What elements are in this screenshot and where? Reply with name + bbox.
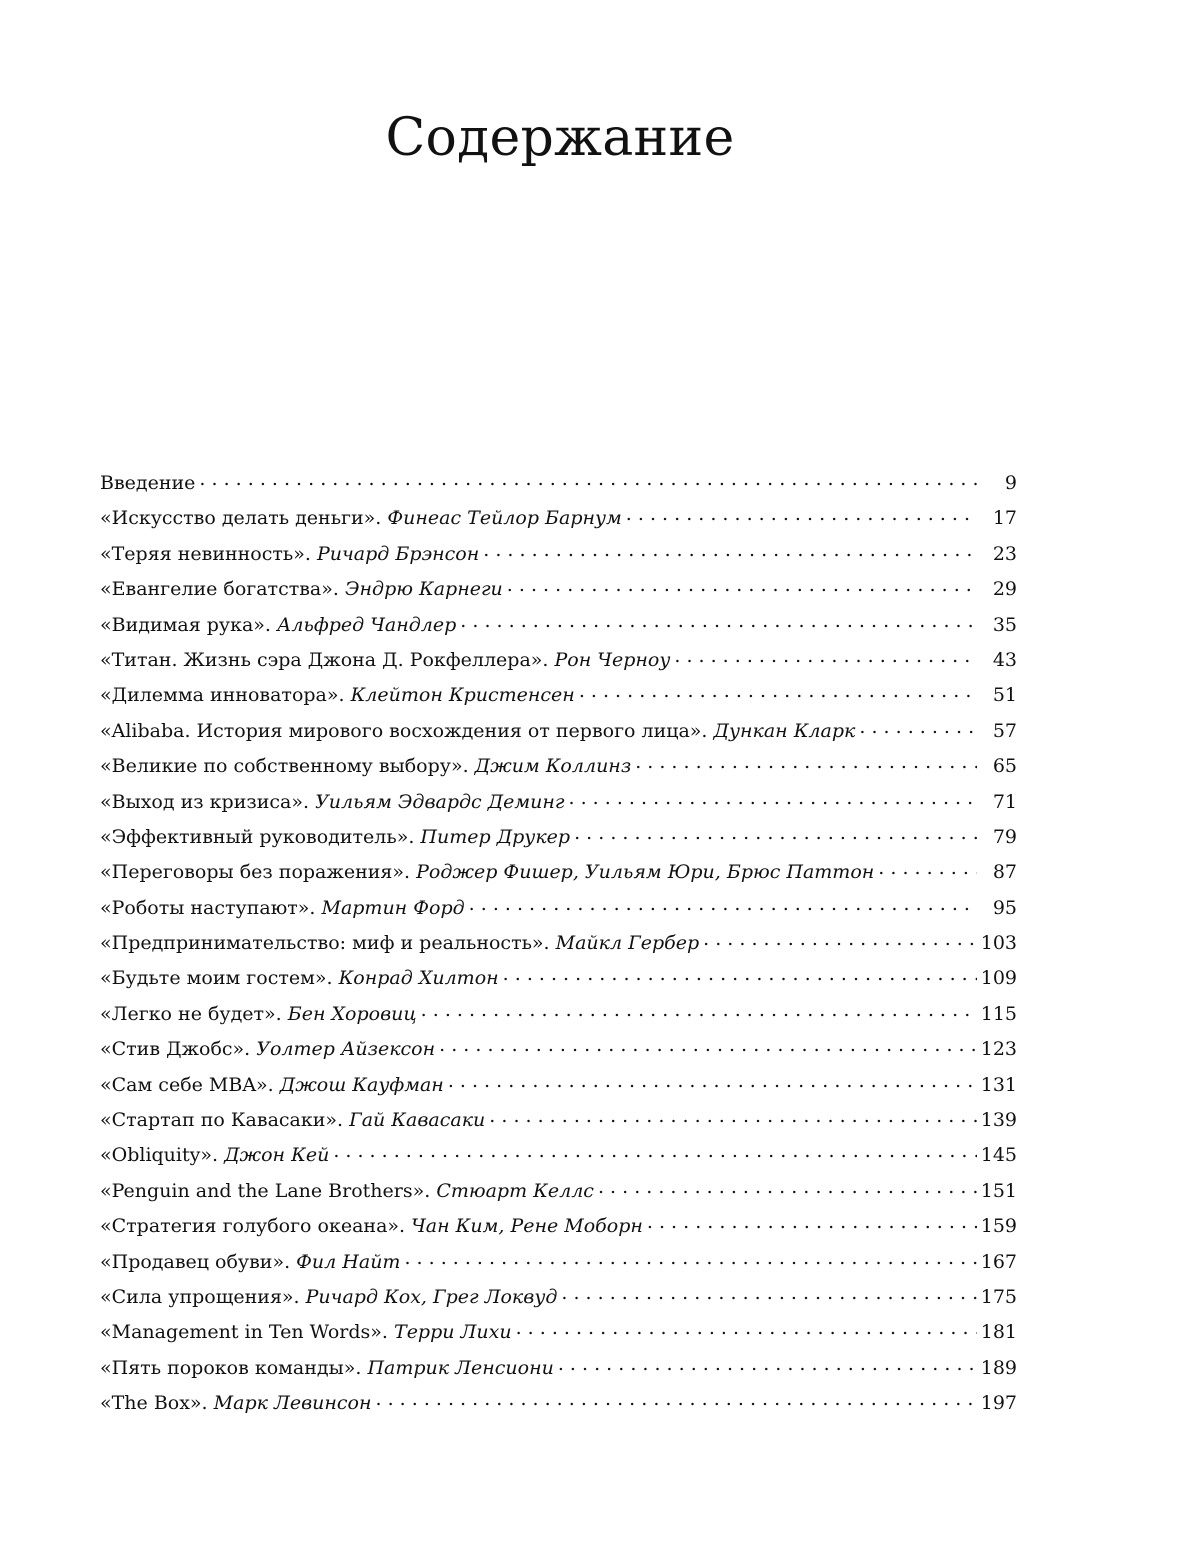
toc-entry bbox=[100, 466, 1017, 501]
dot-leader bbox=[574, 823, 977, 843]
entry-author: Ричард Кох, Грег Локвуд bbox=[305, 1285, 558, 1308]
entry-author: Уильям Эдвардс Деминг bbox=[315, 790, 565, 813]
page-number: 23 bbox=[992, 542, 1017, 565]
dot-leader bbox=[376, 1389, 977, 1409]
page-number: 189 bbox=[980, 1356, 1017, 1379]
page-number: 103 bbox=[980, 932, 1017, 955]
entry-text bbox=[100, 1068, 444, 1103]
entry-author: Рон Черноу bbox=[554, 648, 671, 671]
toc-entry bbox=[100, 643, 1017, 678]
dot-leader bbox=[469, 894, 977, 914]
entry-text bbox=[100, 537, 479, 572]
entry-author: Альфред Чандлер bbox=[277, 613, 457, 636]
entry-book-title: «Эффективный руководитель». bbox=[100, 825, 415, 848]
entry-text bbox=[100, 1386, 372, 1421]
entry-book-title: «Легко не будет». bbox=[100, 1002, 282, 1025]
page-number: 79 bbox=[992, 825, 1017, 848]
entry-text bbox=[100, 1103, 485, 1138]
entry-author: Мартин Форд bbox=[321, 896, 465, 919]
entry-author: Эндрю Карнеги bbox=[344, 578, 503, 601]
dot-leader bbox=[439, 1035, 977, 1055]
toc-entry bbox=[100, 608, 1017, 643]
toc-entry bbox=[100, 1032, 1017, 1067]
entry-text bbox=[100, 643, 670, 678]
entry-book-title: «The Box». bbox=[100, 1392, 208, 1415]
dot-leader bbox=[859, 717, 977, 737]
entry-book-title: «Дилемма инноватора». bbox=[100, 684, 345, 707]
entry-author: Патрик Ленсиони bbox=[367, 1356, 554, 1379]
toc-entry bbox=[100, 714, 1017, 749]
toc-entry bbox=[100, 749, 1017, 784]
entry-author: Финеас Тейлор Барнум bbox=[387, 507, 622, 530]
entry-book-title: «Продавец обуви». bbox=[100, 1250, 291, 1273]
dot-leader bbox=[626, 504, 977, 524]
toc-entry bbox=[100, 1351, 1017, 1386]
toc-entry bbox=[100, 1103, 1017, 1138]
dot-leader bbox=[460, 611, 977, 631]
toc-entry bbox=[100, 1068, 1017, 1103]
dot-leader bbox=[516, 1318, 977, 1338]
dot-leader bbox=[503, 964, 977, 984]
dot-leader bbox=[507, 575, 977, 595]
page-number: 115 bbox=[980, 1002, 1017, 1025]
entry-book-title: «Переговоры без поражения». bbox=[100, 861, 411, 884]
page-number: 57 bbox=[992, 719, 1017, 742]
dot-leader bbox=[558, 1354, 977, 1374]
page-number: 167 bbox=[980, 1250, 1017, 1273]
table-of-contents bbox=[100, 466, 1017, 1422]
page-number: 145 bbox=[980, 1144, 1017, 1167]
entry-book-title: «Будьте моим гостем». bbox=[100, 967, 333, 990]
entry-text bbox=[100, 997, 417, 1032]
entry-book-title: «Obliquity». bbox=[100, 1144, 219, 1167]
entry-book-title: «Сила упрощения». bbox=[100, 1285, 300, 1308]
entry-author: Конрад Хилтон bbox=[338, 967, 499, 990]
entry-text bbox=[100, 1209, 643, 1244]
toc-entry bbox=[100, 537, 1017, 572]
entry-author: Джим Коллинз bbox=[474, 755, 632, 778]
entry-book-title: «Роботы наступают». bbox=[100, 896, 316, 919]
entry-text bbox=[100, 1138, 329, 1173]
entry-author: Чан Ким, Рене Моборн bbox=[411, 1215, 643, 1238]
entry-author: Фил Найт bbox=[296, 1250, 401, 1273]
page-number: 51 bbox=[992, 684, 1017, 707]
entry-text bbox=[100, 1174, 594, 1209]
toc-entry bbox=[100, 961, 1017, 996]
entry-text bbox=[100, 1032, 435, 1067]
entry-author: Майкл Гербер bbox=[555, 932, 700, 955]
dot-leader bbox=[647, 1212, 977, 1232]
page-number: 65 bbox=[992, 755, 1017, 778]
entry-text bbox=[100, 891, 465, 926]
dot-leader bbox=[333, 1141, 976, 1161]
dot-leader bbox=[421, 1000, 977, 1020]
page-title: Содержание bbox=[385, 108, 735, 168]
entry-author: Бен Хоровиц bbox=[287, 1002, 417, 1025]
entry-author: Джон Кей bbox=[224, 1144, 330, 1167]
dot-leader bbox=[448, 1071, 977, 1091]
dot-leader bbox=[569, 788, 977, 808]
dot-leader bbox=[674, 646, 977, 666]
page-number: 35 bbox=[992, 613, 1017, 636]
toc-entry bbox=[100, 1245, 1017, 1280]
toc-entry bbox=[100, 572, 1017, 607]
page-number: 175 bbox=[980, 1285, 1017, 1308]
entry-author: Клейтон Кристенсен bbox=[350, 684, 575, 707]
entry-text bbox=[100, 1245, 400, 1280]
toc-entry bbox=[100, 997, 1017, 1032]
page-number: 29 bbox=[992, 578, 1017, 601]
page-number: 131 bbox=[980, 1073, 1017, 1096]
toc-entry bbox=[100, 1280, 1017, 1315]
page-number: 43 bbox=[992, 648, 1017, 671]
entry-text bbox=[100, 572, 503, 607]
entry-book-title: «Alibaba. История мирового восхождения от первого лица». bbox=[100, 719, 708, 742]
toc-entry bbox=[100, 855, 1017, 890]
entry-author: Дункан Кларк bbox=[713, 719, 856, 742]
entry-text bbox=[100, 1280, 557, 1315]
toc-entry bbox=[100, 1209, 1017, 1244]
dot-leader bbox=[561, 1283, 976, 1303]
entry-text bbox=[100, 466, 195, 501]
entry-book-title: «Стартап по Кавасаки». bbox=[100, 1109, 344, 1132]
entry-book-title: «Теряя невинность». bbox=[100, 542, 311, 565]
entry-book-title: «Стив Джобс». bbox=[100, 1038, 251, 1061]
entry-text bbox=[100, 608, 456, 643]
dot-leader bbox=[598, 1177, 977, 1197]
dot-leader bbox=[579, 681, 977, 701]
entry-text bbox=[100, 501, 622, 536]
page-number: 17 bbox=[992, 507, 1017, 530]
page-number: 109 bbox=[980, 967, 1017, 990]
entry-text bbox=[100, 961, 499, 996]
entry-author: Роджер Фишер, Уильям Юри, Брюс Паттон bbox=[416, 861, 875, 884]
entry-text bbox=[100, 749, 631, 784]
page-number: 151 bbox=[980, 1179, 1017, 1202]
entry-book-title: «Великие по собственному выбору». bbox=[100, 755, 469, 778]
page-number: 95 bbox=[992, 896, 1017, 919]
entry-book-title: «Penguin and the Lane Brothers». bbox=[100, 1179, 431, 1202]
entry-book-title: «Пять пороков команды». bbox=[100, 1356, 362, 1379]
page-number: 9 bbox=[1004, 472, 1017, 494]
page-number: 181 bbox=[980, 1321, 1017, 1344]
toc-entry bbox=[100, 678, 1017, 713]
dot-leader bbox=[404, 1248, 976, 1268]
dot-leader bbox=[878, 858, 977, 878]
entry-book-title: «Management in Ten Words». bbox=[100, 1321, 388, 1344]
dot-leader bbox=[635, 752, 977, 772]
toc-entry bbox=[100, 926, 1017, 961]
entry-book-title: «Титан. Жизнь сэра Джона Д. Рокфеллера». bbox=[100, 648, 549, 671]
page-number: 197 bbox=[980, 1392, 1017, 1415]
entry-book-title: «Предпринимательство: миф и реальность». bbox=[100, 932, 550, 955]
toc-entry bbox=[100, 820, 1017, 855]
entry-book-title: «Искусство делать деньги». bbox=[100, 507, 382, 530]
entry-text bbox=[100, 1315, 512, 1350]
entry-text bbox=[100, 678, 575, 713]
dot-leader bbox=[703, 929, 977, 949]
toc-entry bbox=[100, 1315, 1017, 1350]
dot-leader bbox=[483, 540, 977, 560]
entry-author: Терри Лихи bbox=[394, 1321, 512, 1344]
toc-entry bbox=[100, 891, 1017, 926]
toc-entry bbox=[100, 1174, 1017, 1209]
entry-text bbox=[100, 785, 565, 820]
dot-leader bbox=[489, 1106, 976, 1126]
entry-author: Уолтер Айзексон bbox=[256, 1038, 436, 1061]
entry-book-title: «Стратегия голубого океана». bbox=[100, 1215, 406, 1238]
entry-text bbox=[100, 1351, 554, 1386]
page-number: 71 bbox=[992, 790, 1017, 813]
entry-book-title: «Евангелие богатства». bbox=[100, 578, 339, 601]
dot-leader bbox=[199, 469, 977, 489]
entry-text bbox=[100, 714, 855, 749]
entry-text bbox=[100, 926, 699, 961]
entry-author: Питер Друкер bbox=[420, 825, 571, 848]
page-number: 139 bbox=[980, 1109, 1017, 1132]
entry-book-title: «Видимая рука». bbox=[100, 613, 271, 636]
entry-author: Джош Кауфман bbox=[279, 1073, 444, 1096]
entry-text bbox=[100, 855, 874, 890]
entry-author: Гай Кавасаки bbox=[349, 1109, 486, 1132]
page-number: 87 bbox=[992, 861, 1017, 884]
entry-book-title: Введение bbox=[100, 472, 196, 494]
page-number: 123 bbox=[980, 1038, 1017, 1061]
entry-author: Стюарт Келлс bbox=[436, 1179, 594, 1202]
toc-entry bbox=[100, 1386, 1017, 1421]
entry-book-title: «Выход из кризиса». bbox=[100, 790, 310, 813]
toc-entry bbox=[100, 785, 1017, 820]
entry-text bbox=[100, 820, 570, 855]
entry-author: Ричард Брэнсон bbox=[316, 542, 480, 565]
toc-entry bbox=[100, 501, 1017, 536]
entry-book-title: «Сам себе MBA». bbox=[100, 1073, 274, 1096]
page-number: 159 bbox=[980, 1215, 1017, 1238]
entry-author: Марк Левинсон bbox=[213, 1392, 372, 1415]
toc-entry bbox=[100, 1138, 1017, 1173]
